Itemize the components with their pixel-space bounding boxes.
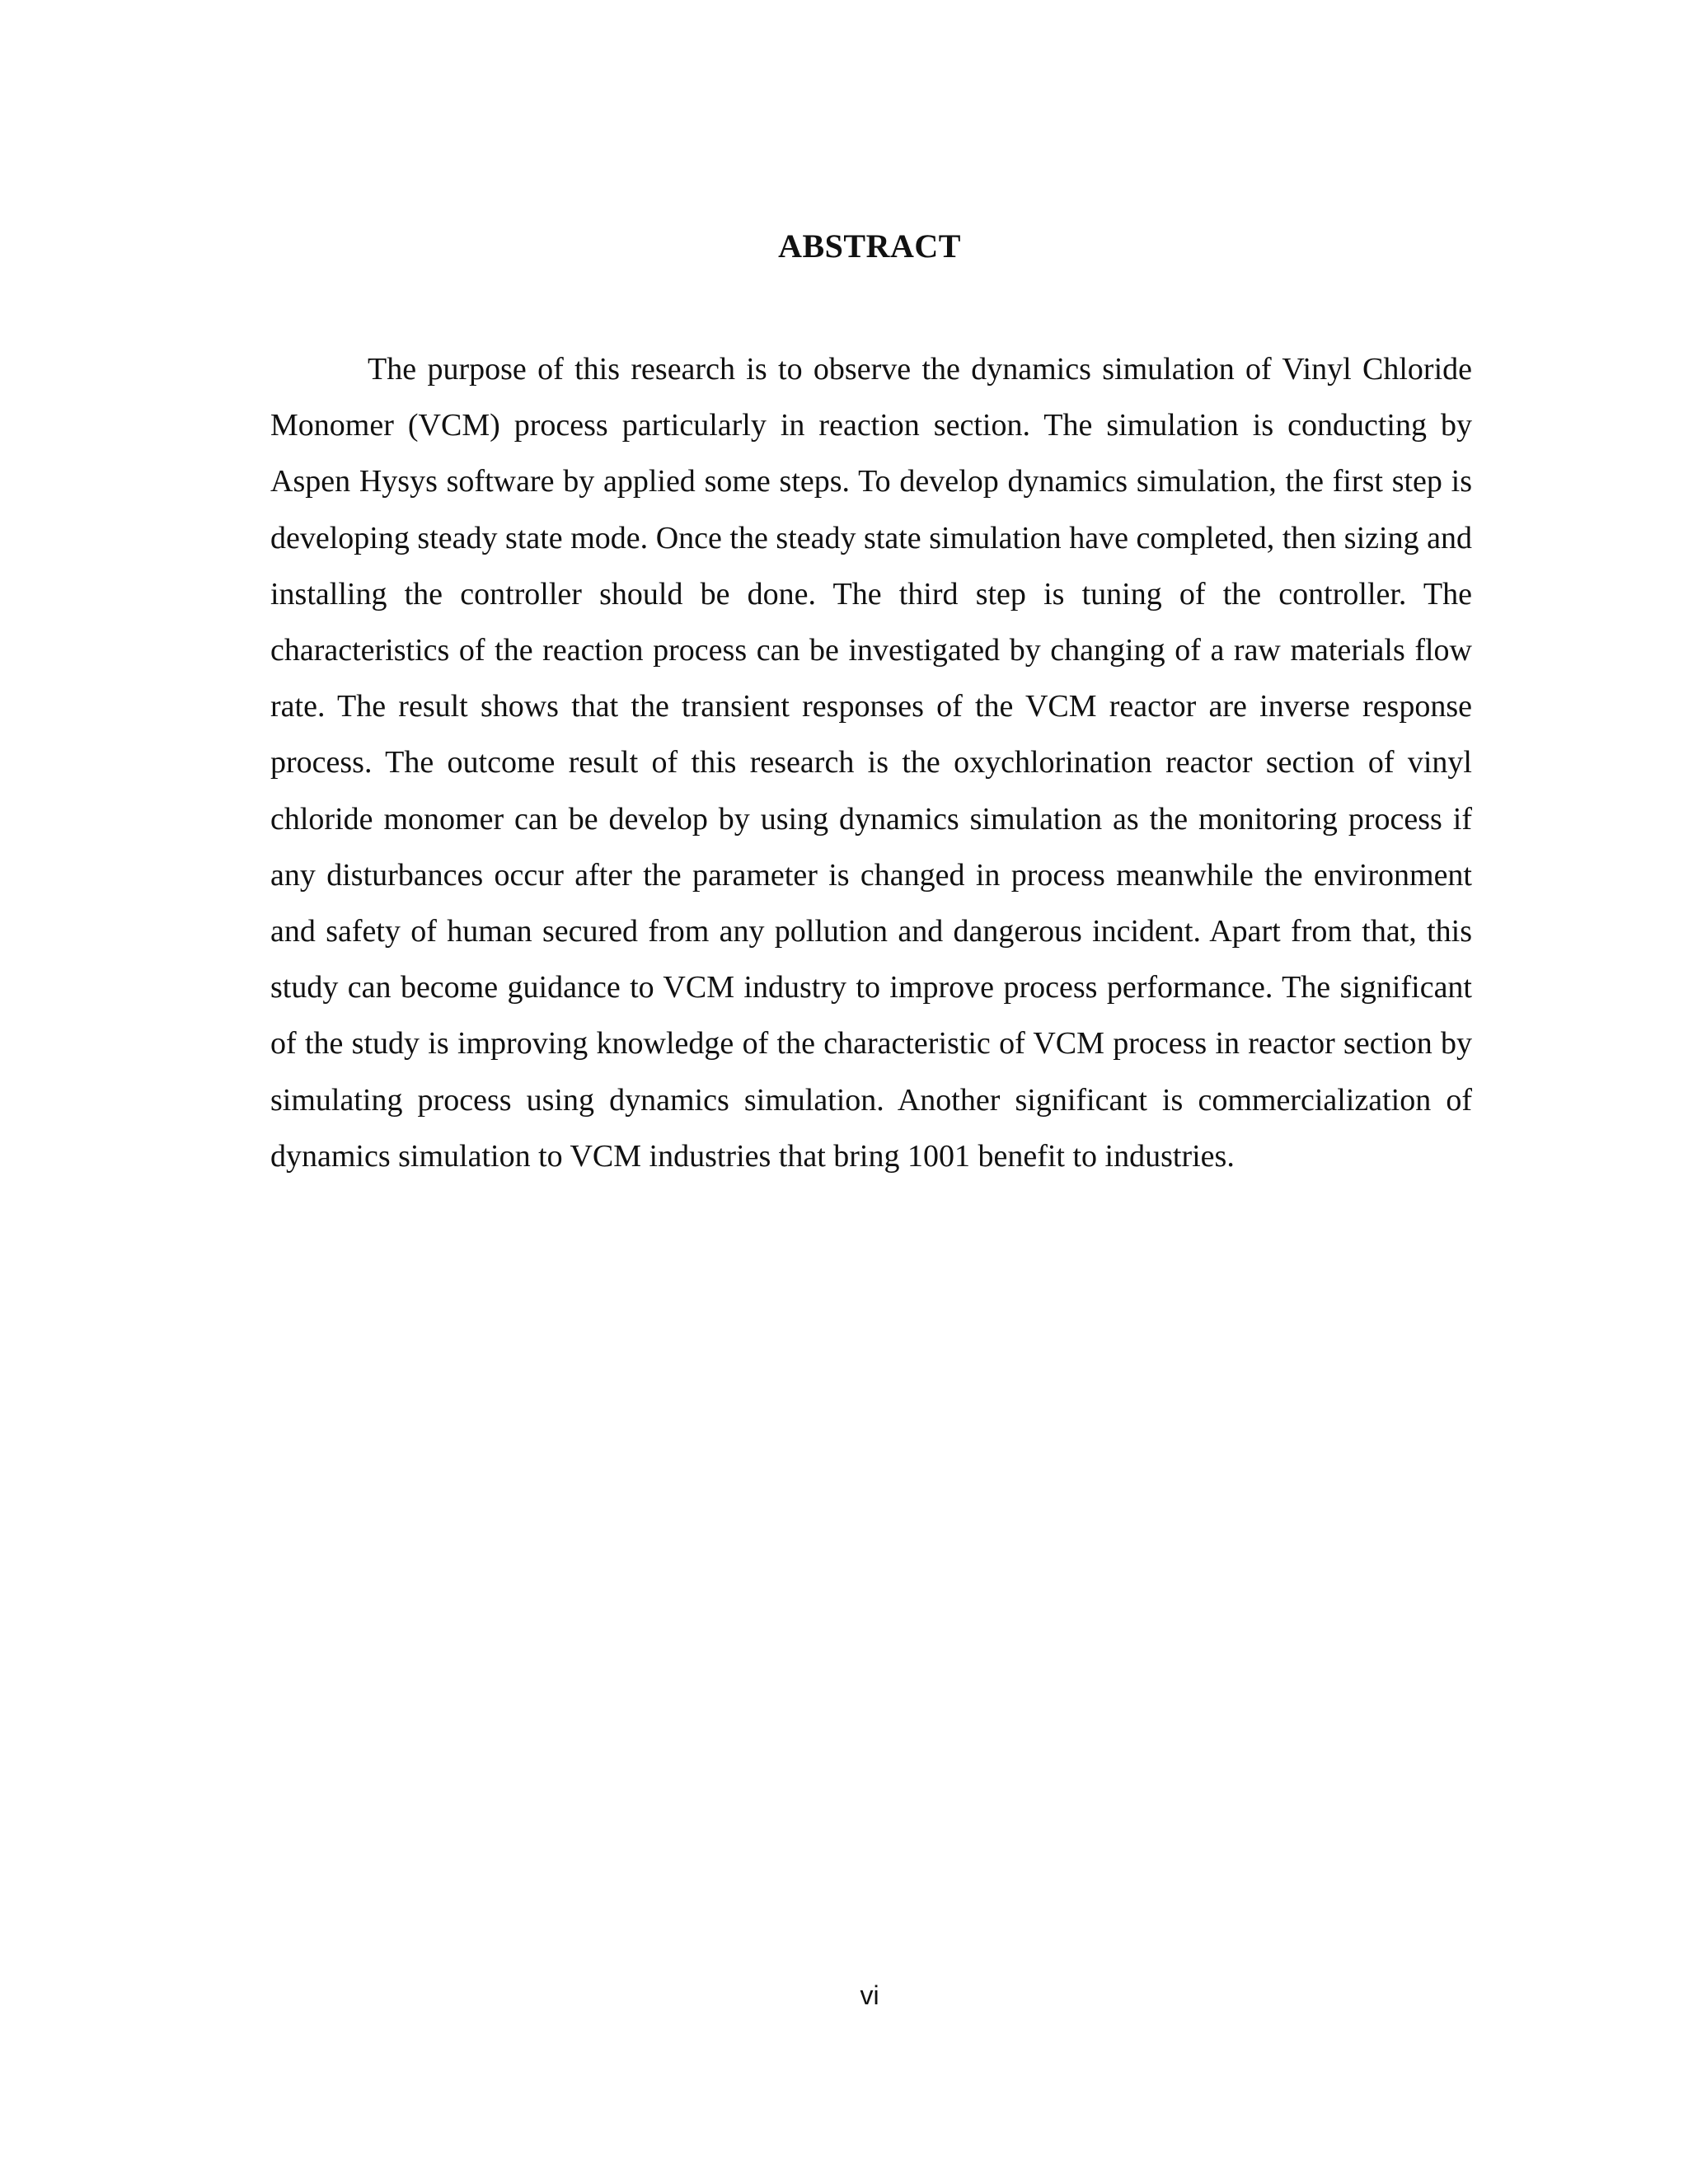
page-number: vi [860,1980,879,2010]
abstract-paragraph: The purpose of this research is to observe the dynamics simulation of Vinyl Chloride Monomer (VCM) process particularly in reaction section. The simulation is conducting by Aspen Hysys software by applied some steps. To develop dynamics simulation, the first step is developing steady state mode. Once the steady state simulation have completed, then sizing and installing the controller should be done. The third step is tuning of the controller. The characteristics of the reaction process can be investigated by changing of a raw materials flow rate. The result shows that the transient responses of the VCM reactor are inverse response process. The outcome result of this research is the oxychlorination reactor section of vinyl chloride monomer can be develop by using dynamics simulation as the monitoring process if any disturbances occur after the parameter is changed in process meanwhile the environment and safety of human secured from any pollution and dangerous incident. Apart from that, this study can become guidance to VCM industry to improve process performance. The significant of the study is improving knowledge of the characteristic of VCM process in reactor section by simulating process using dynamics simulation. Another significant is commercialization of dynamics simulation to VCM industries that bring 1001 benefit to industries. [270,352,1472,1174]
abstract-heading: ABSTRACT [778,227,961,265]
